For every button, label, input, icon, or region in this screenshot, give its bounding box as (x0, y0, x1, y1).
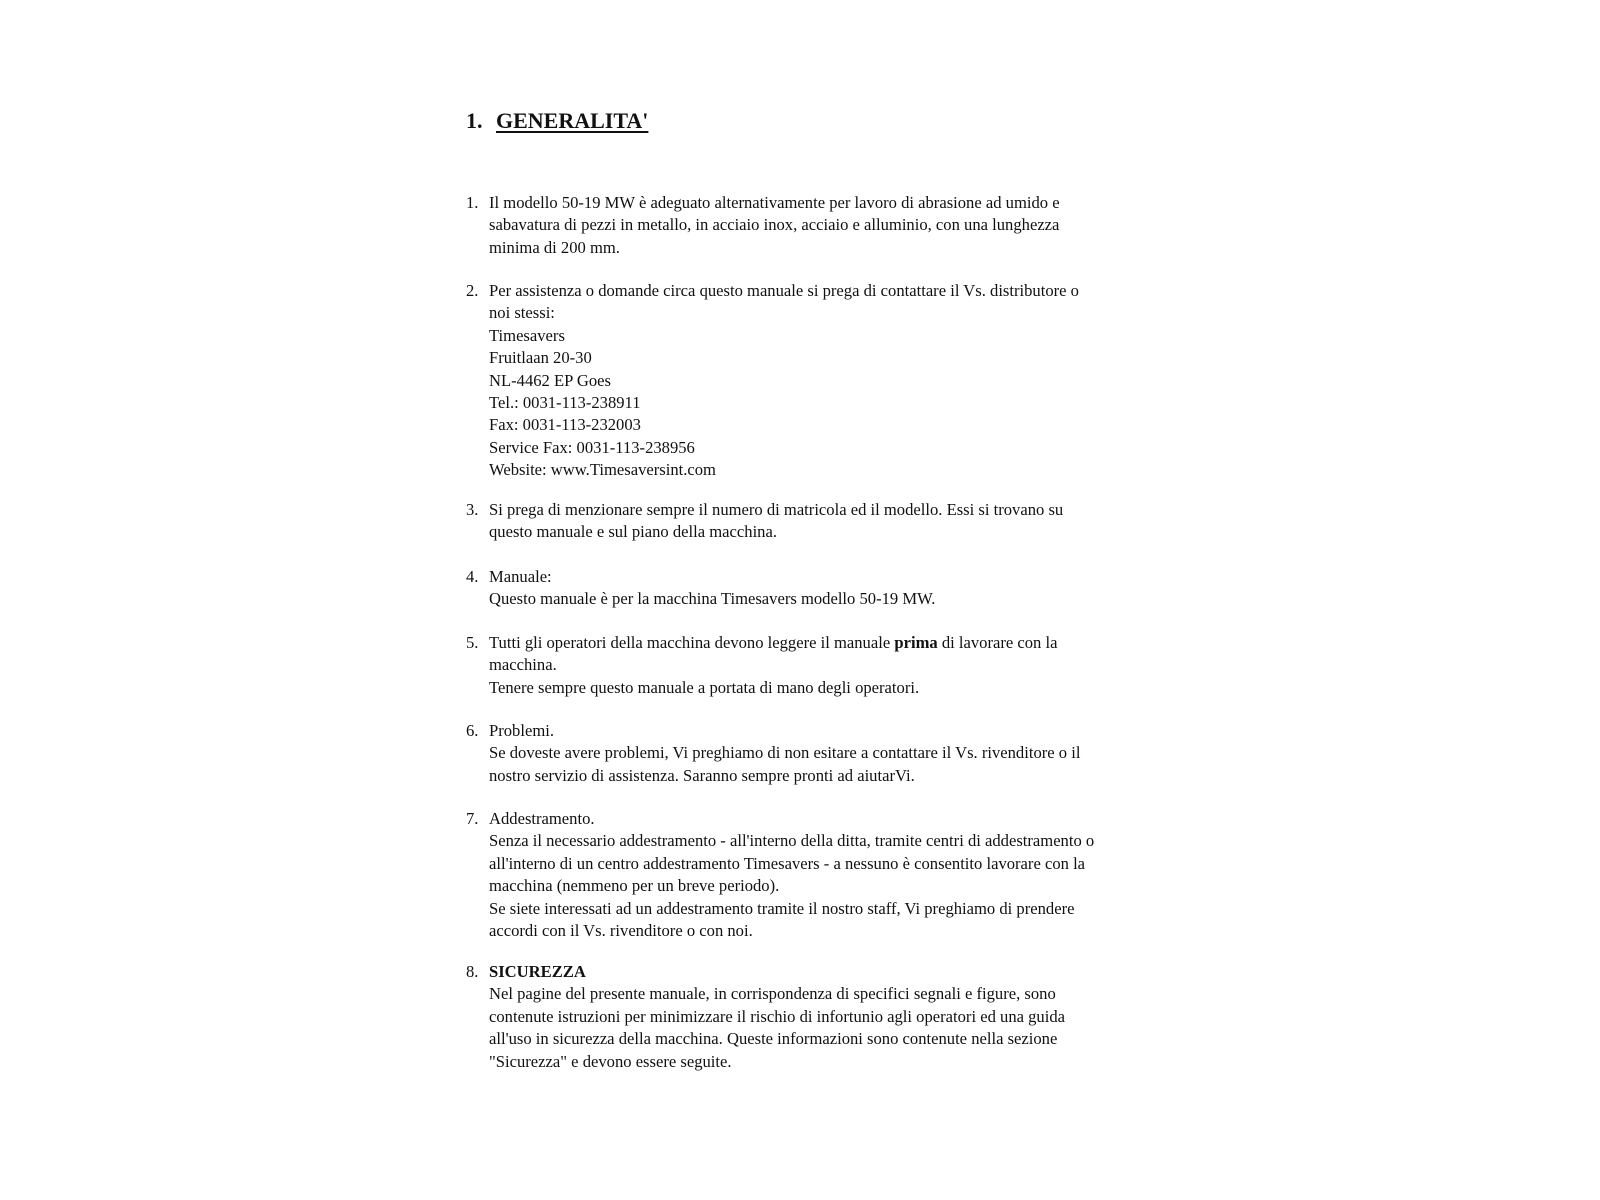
section-heading (466, 108, 648, 134)
item-text-line: macchina (nemmeno per un breve periodo). (489, 876, 780, 896)
item-text-line: questo manuale e sul piano della macchina. (489, 522, 777, 542)
item-number: 4. (466, 567, 479, 586)
section-number: 1. (466, 108, 483, 133)
item-text-line: minima di 200 mm. (489, 237, 620, 257)
item-text-line: Tenere sempre questo manuale a portata di mano degli operatori. (489, 677, 920, 697)
list-item-5 (466, 632, 1186, 699)
item-number: 8. (466, 962, 479, 981)
item-text-line: all'interno di un centro addestramento Timesavers - a nessuno è consentito lavorare con la (489, 853, 1086, 873)
company-city: NL-4462 EP Goes (489, 370, 611, 390)
item-text-segment: di lavorare con la (937, 633, 1058, 652)
item-number: 7. (466, 809, 479, 828)
company-service-fax: Service Fax: 0031-113-238956 (489, 437, 695, 457)
item-text-line (489, 632, 1186, 654)
list-item-4 (466, 566, 1186, 611)
list-item-2 (466, 280, 1186, 482)
item-text-line: accordi con il Vs. rivenditore o con noi. (489, 921, 753, 941)
item-text-line: sabavatura di pezzi in metallo, in acciaio inox, acciaio e alluminio, con una lunghezza (489, 215, 1060, 235)
item-text-line: nostro servizio di assistenza. Saranno sempre pronti ad aiutarVi. (489, 765, 915, 785)
section-title: GENERALITA' (496, 108, 649, 133)
item-number: 2. (466, 281, 479, 300)
item-text-line: Si prega di menzionare sempre il numero di matricola ed il modello. Essi si trovano su (489, 500, 1064, 519)
item-number: 3. (466, 500, 479, 519)
item-number: 1. (466, 193, 479, 212)
item-text-line: Problemi. (489, 721, 554, 740)
list-item-7 (466, 808, 1186, 942)
company-street: Fruitlaan 20-30 (489, 348, 592, 368)
item-text-line: Se doveste avere problemi, Vi preghiamo di non esitare a contattare il Vs. rivenditore o il (489, 743, 1081, 763)
company-name: Timesavers (489, 325, 565, 345)
item-text-line: Senza il necessario addestramento - all'interno della ditta, tramite centri di addestramento o (489, 831, 1095, 851)
list-item-3 (466, 499, 1186, 544)
emphasis-text: prima (894, 633, 938, 652)
item-text-line: "Sicurezza" e devono essere seguite. (489, 1051, 732, 1071)
item-text-line: Per assistenza o domande circa questo manuale si prega di contattare il Vs. distributore o (489, 281, 1079, 300)
item-text-segment: Tutti gli operatori della macchina devono leggere il manuale (489, 633, 895, 652)
list-item-8 (466, 961, 1186, 1073)
company-phone: Tel.: 0031-113-238911 (489, 393, 641, 413)
item-text-line: macchina. (489, 655, 557, 675)
item-number: 5. (466, 633, 479, 652)
item-text-line: Se siete interessati ad un addestramento tramite il nostro staff, Vi preghiamo di prendere (489, 898, 1075, 918)
company-website: Website: www.Timesaversint.com (489, 460, 716, 480)
item-text-line: Il modello 50-19 MW è adeguato alternativamente per lavoro di abrasione ad umido e (489, 193, 1060, 212)
item-text-line: noi stessi: (489, 303, 555, 323)
item-heading: SICUREZZA (489, 962, 586, 981)
item-number: 6. (466, 721, 479, 740)
item-text-line: Addestramento. (489, 809, 595, 828)
list-item-6 (466, 720, 1186, 787)
item-text-line: contenute istruzioni per minimizzare il rischio di infortunio agli operatori ed una guida (489, 1006, 1066, 1026)
item-text-line: Manuale: (489, 567, 552, 586)
item-text-line: Questo manuale è per la macchina Timesavers modello 50-19 MW. (489, 589, 936, 609)
item-text-line: Nel pagine del presente manuale, in corrispondenza di specifici segnali e figure, sono (489, 984, 1056, 1004)
list-item-1 (466, 192, 1186, 259)
item-text-line: all'uso in sicurezza della macchina. Queste informazioni sono contenute nella sezione (489, 1029, 1058, 1049)
company-fax: Fax: 0031-113-232003 (489, 415, 641, 435)
